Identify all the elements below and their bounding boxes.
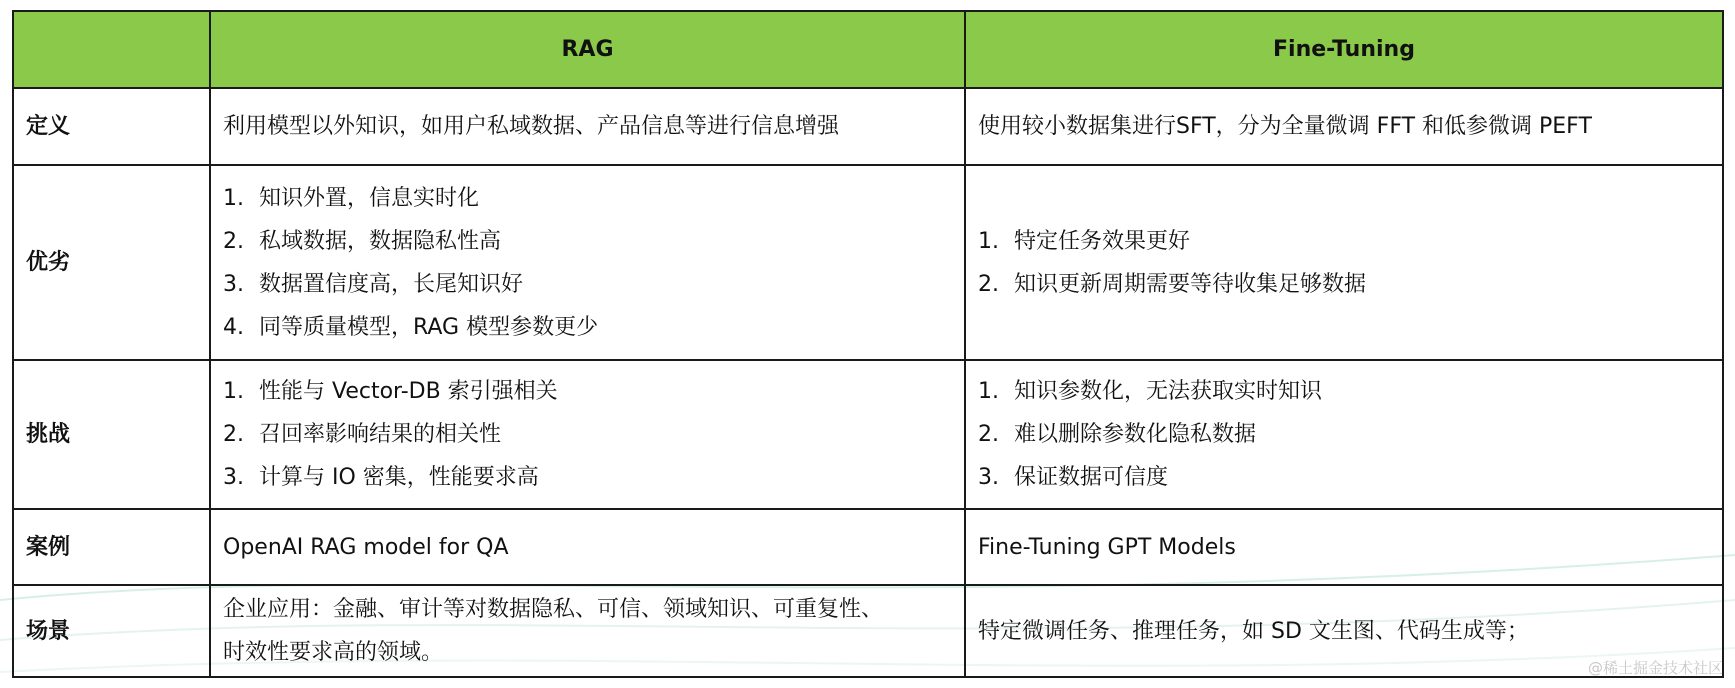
row-label: 挑战 [13, 360, 210, 509]
header-empty [13, 11, 210, 88]
comparison-table [12, 10, 1724, 678]
list-number: 2. [223, 228, 244, 254]
list-number: 2. [978, 422, 999, 447]
list-number: 1. [223, 185, 244, 211]
watermark: @稀土掘金技术社区 [1587, 659, 1723, 677]
header-row [13, 11, 1723, 88]
row-scenarios [13, 585, 1723, 677]
rag-definition: 利用模型以外知识，如用户私域数据、产品信息等进行信息增强 [210, 88, 965, 165]
row-examples [13, 509, 1723, 585]
list-item [223, 370, 952, 413]
list [978, 220, 1710, 306]
list-text: 知识参数化，无法获取实时知识 [1014, 379, 1323, 404]
list-number: 1. [223, 379, 244, 404]
row-challenges [13, 360, 1723, 509]
list-item [978, 370, 1710, 413]
list-item [223, 220, 952, 263]
ft-pros-cons [965, 165, 1723, 360]
list-text: 同等质量模型，RAG 模型参数更少 [259, 314, 599, 340]
rag-scenario [210, 585, 965, 677]
scenario-line: 企业应用：金融、审计等对数据隐私、可信、领域知识、可重复性、 [223, 597, 884, 622]
list-number: 2. [223, 422, 244, 447]
list-text: 知识外置，信息实时化 [259, 185, 480, 211]
ft-scenario: 特定微调任务、推理任务，如 SD 文生图、代码生成等； [965, 585, 1723, 677]
header-rag: RAG [210, 11, 965, 88]
list-item [223, 263, 952, 306]
list-item [223, 306, 952, 349]
list-text: 数据置信度高，长尾知识好 [259, 271, 524, 297]
list-item [223, 413, 952, 456]
list [223, 177, 952, 349]
list-item [978, 263, 1710, 306]
list-text: 召回率影响结果的相关性 [259, 422, 502, 447]
list-text: 难以删除参数化隐私数据 [1014, 422, 1257, 447]
scenario-line: 时效性要求高的领域。 [223, 640, 444, 665]
list-text: 保证数据可信度 [1014, 465, 1169, 490]
list-text: 知识更新周期需要等待收集足够数据 [1014, 271, 1367, 297]
ft-example: Fine-Tuning GPT Models [965, 509, 1723, 585]
header-fine-tuning: Fine-Tuning [965, 11, 1723, 88]
list-item [978, 456, 1710, 499]
list-item [978, 413, 1710, 456]
row-label: 优劣 [13, 165, 210, 360]
list-text: 性能与 Vector-DB 索引强相关 [259, 379, 558, 404]
rag-pros-cons [210, 165, 965, 360]
row-label: 案例 [13, 509, 210, 585]
list [223, 370, 952, 499]
list-number: 1. [978, 379, 999, 404]
row-label: 定义 [13, 88, 210, 165]
rag-example: OpenAI RAG model for QA [210, 509, 965, 585]
rag-challenges [210, 360, 965, 509]
list-item [978, 220, 1710, 263]
row-definition [13, 88, 1723, 165]
ft-definition: 使用较小数据集进行SFT，分为全量微调 FFT 和低参微调 PEFT [965, 88, 1723, 165]
list-number: 2. [978, 271, 999, 297]
row-label: 场景 [13, 585, 210, 677]
list-text: 私域数据，数据隐私性高 [259, 228, 502, 254]
list-text: 特定任务效果更好 [1014, 228, 1191, 254]
row-pros-cons [13, 165, 1723, 360]
list-item [223, 456, 952, 499]
list-number: 1. [978, 228, 999, 254]
list-number: 4. [223, 314, 244, 340]
list-number: 3. [978, 465, 999, 490]
list-text: 计算与 IO 密集，性能要求高 [259, 465, 539, 490]
ft-challenges [965, 360, 1723, 509]
list-item [223, 177, 952, 220]
list-number: 3. [223, 271, 244, 297]
list [978, 370, 1710, 499]
list-number: 3. [223, 465, 244, 490]
